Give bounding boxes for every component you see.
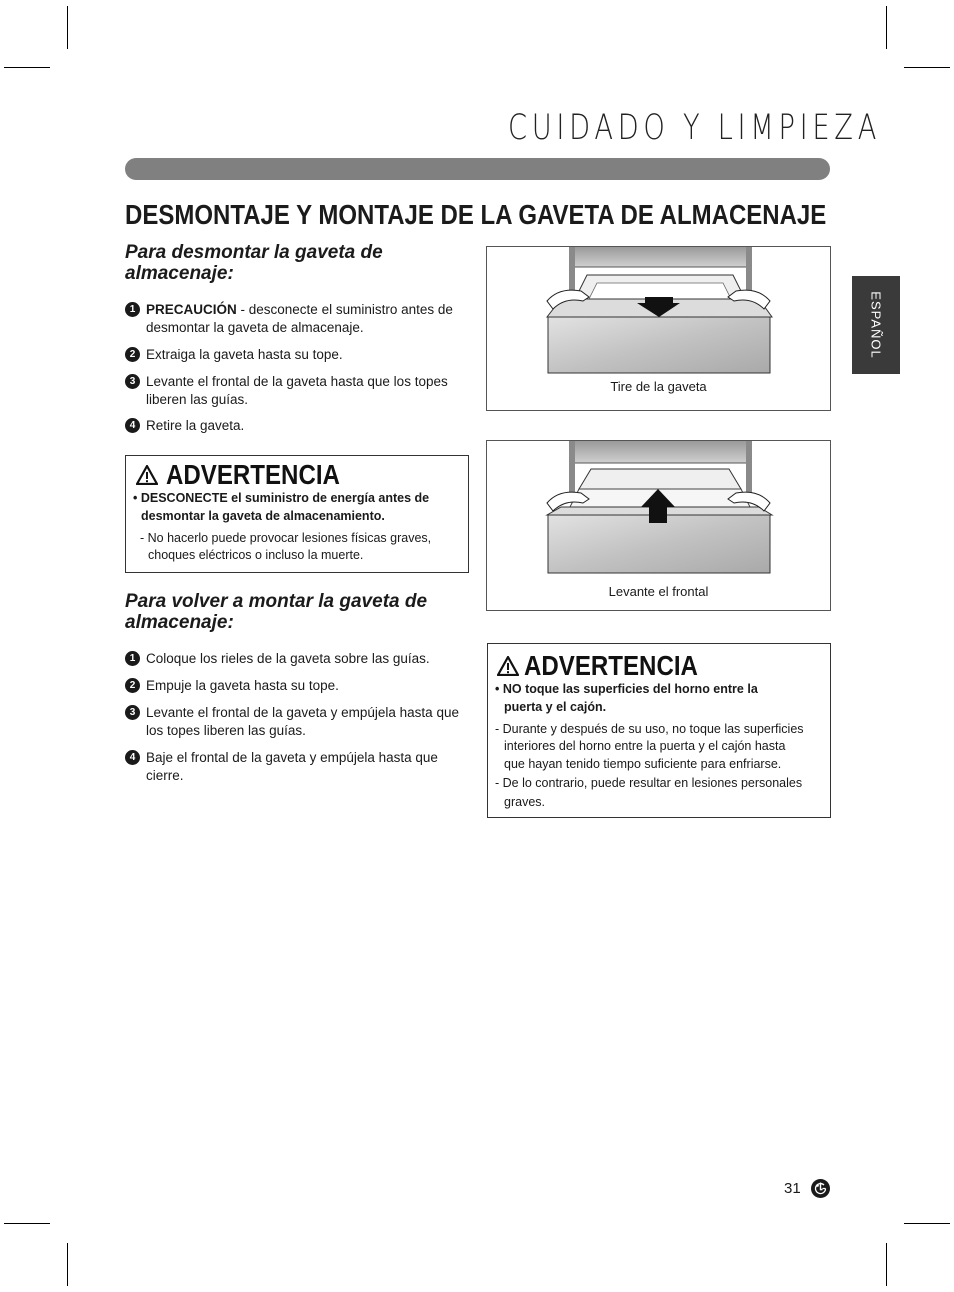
drawer-illustration xyxy=(487,247,830,377)
step-number-badge: 4 xyxy=(125,418,140,433)
warning-title: ADVERTENCIA xyxy=(166,459,340,490)
reinstall-step xyxy=(125,677,460,695)
warning-text: graves. xyxy=(504,795,545,809)
warning-title: ADVERTENCIA xyxy=(524,650,698,681)
crop-mark xyxy=(4,67,50,68)
warning-text: - No hacerlo puede provocar lesiones físicas graves, xyxy=(140,531,432,545)
reinstall-step xyxy=(125,749,460,785)
step-number-badge: 3 xyxy=(125,374,140,389)
warning-text: interiores del horno entre la puerta y el cajón hasta xyxy=(504,739,786,753)
step-text: Levante el frontal de la gaveta hasta que los topes liberen las guías. xyxy=(146,374,448,407)
warning-box xyxy=(125,455,469,573)
language-tab-label: ESPAÑOL xyxy=(868,291,884,359)
warning-box xyxy=(487,643,831,818)
section-title: DESMONTAJE Y MONTAJE DE LA GAVETA DE ALMACENAJE xyxy=(125,199,827,230)
lg-logo-icon xyxy=(811,1179,830,1198)
warning-triangle-icon xyxy=(136,465,158,485)
remove-step xyxy=(125,301,460,337)
remove-step xyxy=(125,346,460,364)
step-number-badge: 1 xyxy=(125,302,140,317)
crop-mark xyxy=(904,67,950,68)
warning-text: • DESCONECTE el suministro de energía antes de xyxy=(133,491,430,505)
warning-text: desmontar la gaveta de almacenamiento. xyxy=(141,509,385,523)
page-number: 31 xyxy=(784,1180,801,1197)
step-text: Empuje la gaveta hasta su tope. xyxy=(146,678,339,693)
remove-step xyxy=(125,373,460,409)
step-number-badge: 1 xyxy=(125,651,140,666)
step-text: Coloque los rieles de la gaveta sobre las guías. xyxy=(146,651,430,666)
crop-mark xyxy=(4,1223,50,1224)
warning-text: - Durante y después de su uso, no toque las superficies xyxy=(495,722,804,736)
remove-heading: Para desmontar la gaveta de almacenaje: xyxy=(125,242,383,284)
crop-mark xyxy=(886,6,887,49)
figure-pull-drawer xyxy=(486,246,831,411)
reinstall-step xyxy=(125,704,460,740)
drawer-illustration xyxy=(487,441,830,577)
warning-text: • NO toque las superficies del horno entre la xyxy=(495,682,758,696)
caution-label: PRECAUCIÓN xyxy=(146,302,237,317)
step-number-badge: 2 xyxy=(125,347,140,362)
figure-caption: Levante el frontal xyxy=(608,584,709,599)
warning-text: que hayan tenido tiempo suficiente para enfriarse. xyxy=(504,757,782,771)
figure-caption: Tire de la gaveta xyxy=(610,379,707,394)
chapter-bar xyxy=(125,158,830,180)
warning-text: choques eléctricos o incluso la muerte. xyxy=(148,548,364,562)
crop-mark xyxy=(67,6,68,49)
step-text: Extraiga la gaveta hasta su tope. xyxy=(146,347,343,362)
warning-text: - De lo contrario, puede resultar en lesiones personales xyxy=(495,776,803,790)
reinstall-step xyxy=(125,650,460,668)
crop-mark xyxy=(67,1243,68,1286)
step-number-badge: 2 xyxy=(125,678,140,693)
remove-step xyxy=(125,417,460,435)
language-tab xyxy=(852,276,900,374)
step-number-badge: 4 xyxy=(125,750,140,765)
step-number-badge: 3 xyxy=(125,705,140,720)
crop-mark xyxy=(904,1223,950,1224)
step-text: - desconecte el suministro antes de desmontar la gaveta de almacenaje. xyxy=(146,302,453,335)
step-text: Levante el frontal de la gaveta y empújela hasta que los topes liberen las guías. xyxy=(146,705,459,738)
chapter-title: CUIDADO Y LIMPIEZA xyxy=(508,108,882,148)
warning-triangle-icon xyxy=(497,656,519,676)
crop-mark xyxy=(886,1243,887,1286)
step-text: Retire la gaveta. xyxy=(146,418,245,433)
step-text: Baje el frontal de la gaveta y empújela hasta que cierre. xyxy=(146,750,438,783)
reinstall-heading: Para volver a montar la gaveta de almacenaje: xyxy=(125,591,428,633)
warning-text: puerta y el cajón. xyxy=(504,700,607,714)
figure-lift-front xyxy=(486,440,831,611)
